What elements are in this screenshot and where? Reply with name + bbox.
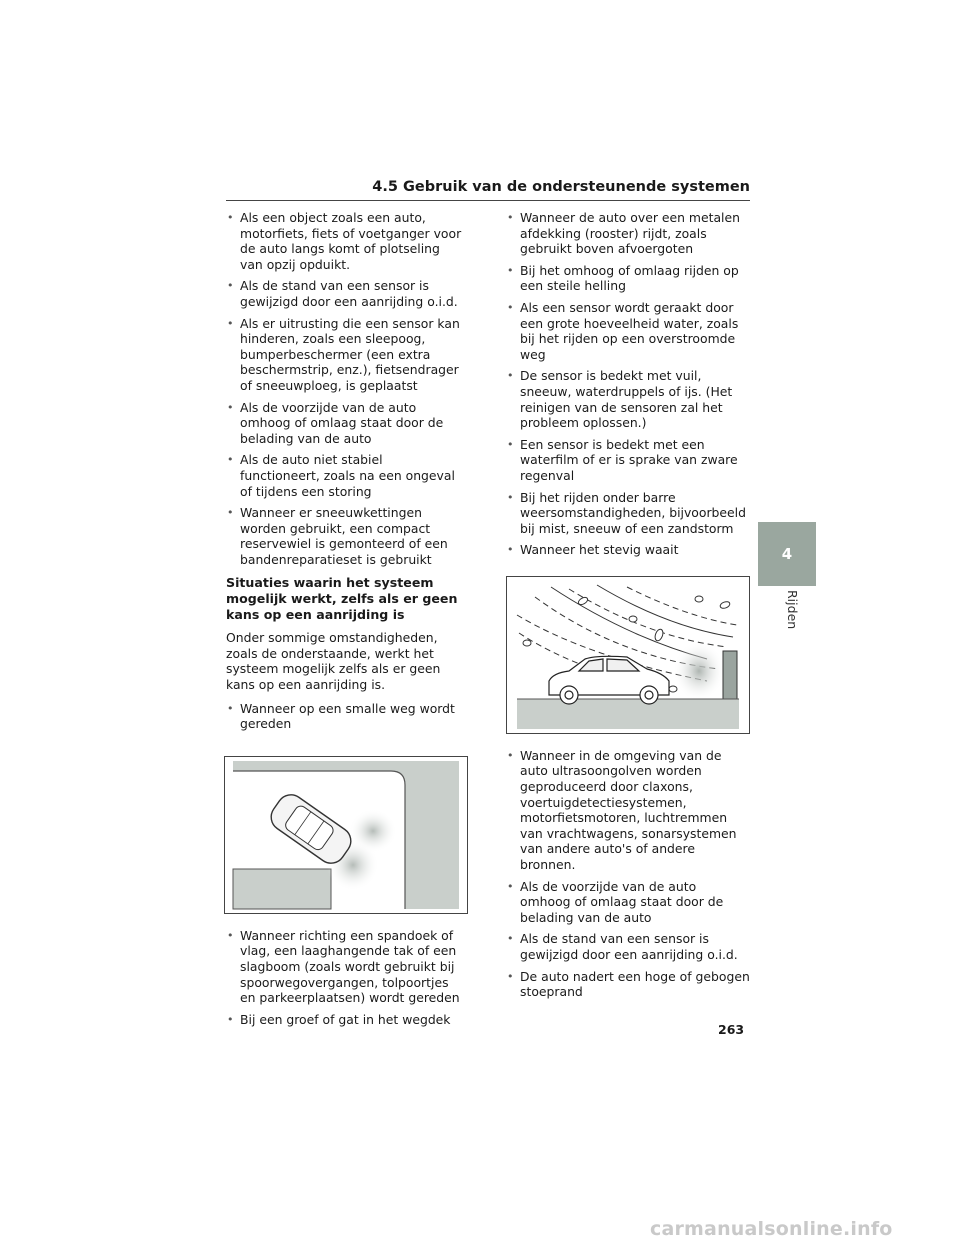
list-item: • Wanneer het stevig waait <box>506 542 750 558</box>
bullet-list-left-1 <box>226 210 462 567</box>
page-number: 263 <box>718 1022 745 1037</box>
list-item: • Als de voorzijde van de auto omhoog of omlaag staat door de belading van de auto <box>226 400 462 447</box>
bullet-list-right-1 <box>506 210 750 558</box>
list-item: • Als de stand van een sensor is gewijzigd door een aanrijding o.i.d. <box>506 931 750 962</box>
list-item: • Wanneer op een smalle weg wordt gereden <box>226 701 462 732</box>
bullet-list-left-2 <box>226 701 462 732</box>
list-item: • Als de voorzijde van de auto omhoog of omlaag staat door de belading van de auto <box>506 879 750 926</box>
list-item: • Bij het rijden onder barre weersomstandigheden, bijvoorbeeld bij mist, sneeuw of een zandstorm <box>506 490 750 537</box>
bullet-list-right-2 <box>506 748 750 1000</box>
list-item: • De auto nadert een hoge of gebogen stoeprand <box>506 969 750 1000</box>
watermark: carmanualsonline.info <box>650 1218 893 1240</box>
list-item: • Bij het omhoog of omlaag rijden op een steile helling <box>506 263 750 294</box>
left-column <box>226 210 462 1033</box>
chapter-label: Rijden <box>785 590 800 630</box>
right-column <box>506 210 750 1006</box>
list-item: • De sensor is bedekt met vuil, sneeuw, waterdruppels of ijs. (Het reinigen van de sensoren zal het probleem oplossen.) <box>506 368 750 430</box>
list-item: • Als een object zoals een auto, motorfiets, fiets of voetganger voor de auto langs komt of plotseling van opzij opduikt. <box>226 210 462 272</box>
bullet-list-left-3 <box>226 928 462 1028</box>
list-item: • Wanneer in de omgeving van de auto ultrasoongolven worden geproduceerd door claxons, voertuigdetectiesystemen, motorfietsmotoren, luchtremmen van vrachtwagens, sonarsystemen van andere auto's of andere bronnen. <box>506 748 750 873</box>
list-item: • Als de auto niet stabiel functioneert, zoals na een ongeval of tijdens een storing <box>226 452 462 499</box>
list-item: • Wanneer richting een spandoek of vlag, een laaghangende tak of een slagboom (zoals wordt gebruikt bij spoorwegovergangen, tolpoortjes en parkeerplaatsen) wordt gereden <box>226 928 462 1006</box>
narrow-road-illustration <box>224 756 468 914</box>
strong-wind-illustration <box>506 576 750 734</box>
list-item: • Wanneer er sneeuwkettingen worden gebruikt, een compact reservewiel is gemonteerd of een bandenreparatieset is gebruikt <box>226 505 462 567</box>
list-item: • Bij een groef of gat in het wegdek <box>226 1012 462 1028</box>
list-item: • Een sensor is bedekt met een waterfilm of er is sprake van zware regenval <box>506 437 750 484</box>
intro-paragraph: Onder sommige omstandigheden, zoals de onderstaande, werkt het systeem mogelijk zelfs als er geen kans op een aanrijding is. <box>226 630 441 693</box>
list-item: • Als een sensor wordt geraakt door een grote hoeveelheid water, zoals bij het rijden op een overstroomde weg <box>506 300 750 362</box>
list-item: • Wanneer de auto over een metalen afdekking (rooster) rijdt, zoals gebruikt boven afvoergoten <box>506 210 750 257</box>
list-item: • Als er uitrusting die een sensor kan hinderen, zoals een sleepoog, bumperbeschermer (een extra beschermstrip, enz.), fietsendrager of sneeuwploeg, is geplaatst <box>226 316 462 394</box>
list-item: • Als de stand van een sensor is gewijzigd door een aanrijding o.i.d. <box>226 278 462 309</box>
section-header: 4.5 Gebruik van de ondersteunende systemen <box>226 178 750 201</box>
subheading: Situaties waarin het systeem mogelijk werkt, zelfs als er geen kans op een aanrijding is <box>226 575 458 622</box>
chapter-tab: 4 <box>758 522 816 586</box>
